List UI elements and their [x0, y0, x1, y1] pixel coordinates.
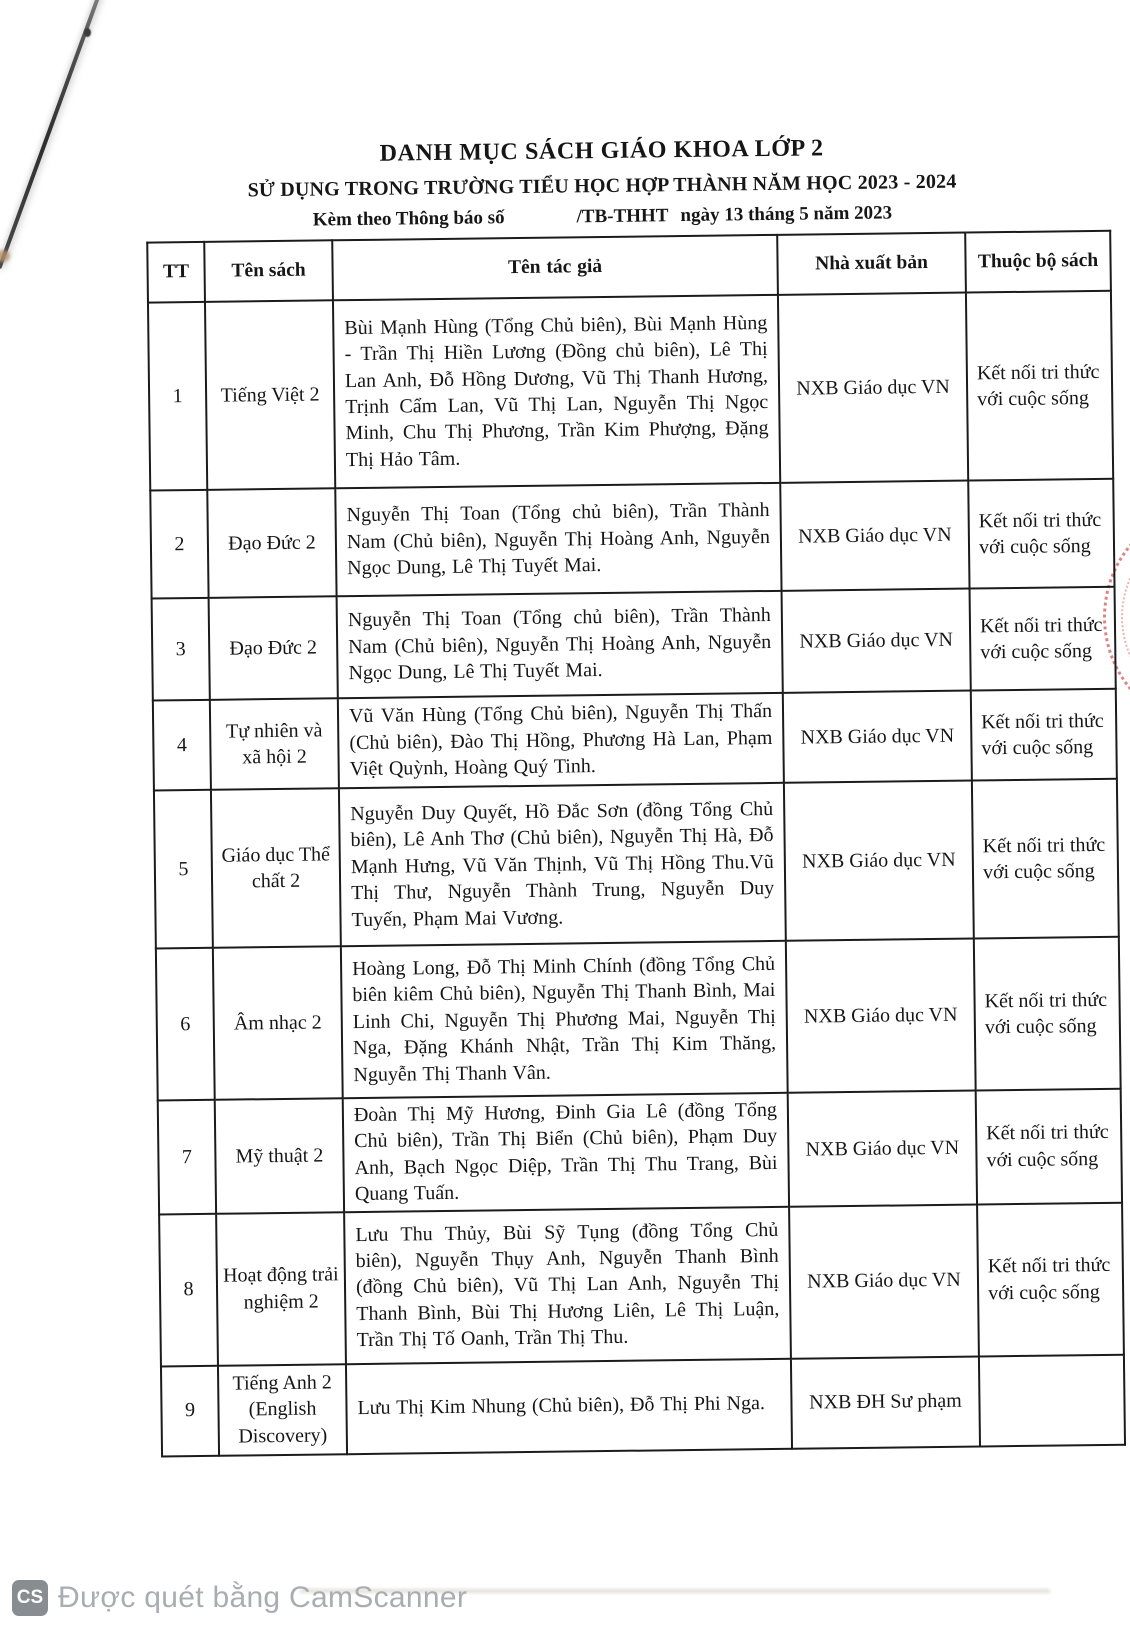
cell-series: Kết nối tri thức với cuộc sống	[968, 479, 1114, 589]
header-publisher: Nhà xuất bản	[777, 233, 966, 295]
cell-publisher: NXB Giáo dục VN	[778, 293, 968, 483]
cell-tt: 4	[153, 700, 211, 791]
table-row	[153, 689, 1117, 791]
cell-book-title: Đạo Đức 2	[209, 596, 338, 700]
cell-book-title: Tiếng Việt 2	[205, 300, 335, 490]
header-series: Thuộc bộ sách	[965, 231, 1111, 293]
scan-smudge-artifact	[0, 250, 10, 262]
table-row	[148, 291, 1113, 491]
cell-book-title: Đạo Đức 2	[207, 488, 336, 598]
cell-series: Kết nối tri thức với cuộc sống	[976, 1089, 1122, 1204]
cell-authors: Bùi Mạnh Hùng (Tổng Chủ biên), Bùi Mạnh Hùng - Trần Thị Hiền Lương (Đồng chủ biên), Lê Thị Lan Anh, Đỗ Hồng Dương, Vũ Thị Thanh Hương, Trịnh Cẩm Lan, Vũ Thị Lan, Nguyễn Thị Ngọc Minh, Chu Thị Phương, Trần Kim Phượng, Đặng Thị Hảo Tâm.	[333, 295, 780, 488]
cell-authors: Vũ Văn Hùng (Tổng Chủ biên), Nguyễn Thị Thấn (Chủ biên), Đào Thị Hồng, Phương Hà Lan, Phạm Việt Quỳnh, Hoàng Quý Tinh.	[338, 693, 784, 788]
cell-tt: 3	[152, 598, 210, 701]
cell-book-title: Mỹ thuật 2	[215, 1098, 344, 1213]
header-authors: Tên tác giả	[332, 235, 778, 300]
cell-series	[979, 1354, 1125, 1446]
cell-authors: Đoàn Thị Mỹ Hương, Đinh Gia Lê (đồng Tổng Chủ biên), Trần Thị Biển (Chủ biên), Phạm Duy Anh, Bạch Ngọc Diệp, Trần Thị Thu Trang, Bùi Quang Tuấn.	[343, 1093, 789, 1212]
cell-authors: Lưu Thị Kim Nhung (Chủ biên), Đỗ Thị Phi Nga.	[346, 1358, 792, 1453]
cell-series: Kết nối tri thức với cuộc sống	[974, 937, 1121, 1091]
cell-series: Kết nối tri thức với cuộc sống	[970, 587, 1116, 691]
camscanner-text: Được quét bằng CamScanner	[58, 1581, 468, 1614]
cell-authors: Hoàng Long, Đỗ Thị Minh Chính (đồng Tổng Chủ biên kiêm Chủ biên), Nguyễn Thị Thanh Bình, Mai Linh Chi, Nguyễn Thị Phương Mai, Nguyễn Thị Nga, Đặng Khánh Nhật, Trần Thị Kim Thăng, Nguyễn Thị Thanh Vân.	[341, 941, 788, 1098]
cell-authors: Lưu Thu Thủy, Bùi Sỹ Tụng (đồng Tổng Chủ biên), Nguyễn Thụy Anh, Nguyễn Thanh Bình (đồng Chủ biên), Vũ Thị Lan Anh, Nguyễn Thị Thanh Bình, Bùi Thị Hương Liên, Lê Thị Luận, Trần Thị Tố Oanh, Trần Thị Thu.	[344, 1206, 791, 1363]
cell-authors: Nguyễn Duy Quyết, Hồ Đắc Sơn (đồng Tổng Chủ biên), Lê Anh Thơ (Chủ biên), Nguyễn Thị Hà, Đỗ Mạnh Hưng, Vũ Văn Thịnh, Vũ Thị Hồng Thu.Vũ Thị Thư, Nguyễn Thành Trung, Nguyễn Duy Tuyến, Phạm Mai Vương.	[339, 783, 786, 946]
scan-speck-artifact	[84, 28, 91, 37]
page-corner-fold-artifact	[0, 0, 104, 269]
camscanner-watermark	[12, 1580, 467, 1616]
cell-tt: 7	[158, 1100, 216, 1214]
header-book-title: Tên sách	[204, 240, 333, 302]
table-row	[161, 1354, 1125, 1456]
cell-authors: Nguyễn Thị Toan (Tổng chủ biên), Trần Thành Nam (Chủ biên), Nguyễn Thị Hoàng Anh, Nguyễn Ngọc Dung, Lê Thị Tuyết Mai.	[335, 483, 781, 596]
cell-series: Kết nối tri thức với cuộc sống	[971, 689, 1117, 781]
cell-tt: 6	[156, 948, 215, 1101]
note-date: ngày 13 tháng 5 năm 2023	[680, 202, 893, 227]
table-row	[154, 779, 1119, 949]
cell-tt: 9	[161, 1365, 219, 1456]
table-row	[152, 587, 1116, 701]
document-title: DANH MỤC SÁCH GIÁO KHOA LỚP 2	[379, 135, 824, 167]
cell-publisher: NXB Giáo dục VN	[789, 1204, 979, 1358]
cell-authors: Nguyễn Thị Toan (Tổng chủ biên), Trần Thành Nam (Chủ biên), Nguyễn Thị Hoàng Anh, Nguyễn Ngọc Dung, Lê Thị Tuyết Mai.	[337, 591, 783, 698]
cell-publisher: NXB Giáo dục VN	[780, 481, 969, 591]
document-note-line	[146, 200, 1059, 233]
camscanner-icon: CS	[12, 1580, 48, 1616]
table-row	[159, 1202, 1124, 1366]
table-row	[158, 1089, 1122, 1214]
cell-publisher: NXB Giáo dục VN	[784, 781, 974, 941]
cell-book-title: Hoạt động trải nghiệm 2	[216, 1212, 346, 1366]
cell-book-title: Giáo dục Thể chất 2	[211, 788, 341, 948]
cell-publisher: NXB ĐH Sư phạm	[791, 1356, 980, 1448]
cell-tt: 1	[148, 302, 207, 491]
document-content	[145, 132, 1111, 1457]
cell-series: Kết nối tri thức với cuộc sống	[972, 779, 1119, 939]
cell-series: Kết nối tri thức với cuộc sống	[966, 291, 1113, 481]
cell-book-title: Tiếng Anh 2 (English Discovery)	[218, 1364, 347, 1456]
note-blank-space	[505, 222, 577, 223]
note-prefix: Kèm theo Thông báo số	[312, 207, 505, 231]
header-tt: TT	[147, 242, 205, 303]
cell-tt: 5	[154, 790, 213, 949]
cell-publisher: NXB Giáo dục VN	[782, 589, 971, 693]
cell-series: Kết nối tri thức với cuộc sống	[977, 1202, 1124, 1356]
note-number: /TB-THHT	[576, 205, 669, 228]
cell-tt: 8	[159, 1213, 218, 1366]
cell-tt: 2	[150, 490, 208, 599]
cell-book-title: Tự nhiên và xã hội 2	[210, 698, 339, 790]
table-body	[148, 291, 1125, 1456]
cell-publisher: NXB Giáo dục VN	[783, 691, 972, 783]
document-subtitle: SỬ DỤNG TRONG TRƯỜNG TIỂU HỌC HỢP THÀNH NĂM HỌC 2023 - 2024	[247, 170, 957, 202]
cell-book-title: Âm nhạc 2	[213, 946, 343, 1100]
table-row	[156, 937, 1121, 1101]
cell-publisher: NXB Giáo dục VN	[788, 1090, 977, 1206]
table-row	[150, 479, 1114, 599]
textbook-table	[146, 230, 1126, 1457]
cell-publisher: NXB Giáo dục VN	[786, 939, 976, 1093]
